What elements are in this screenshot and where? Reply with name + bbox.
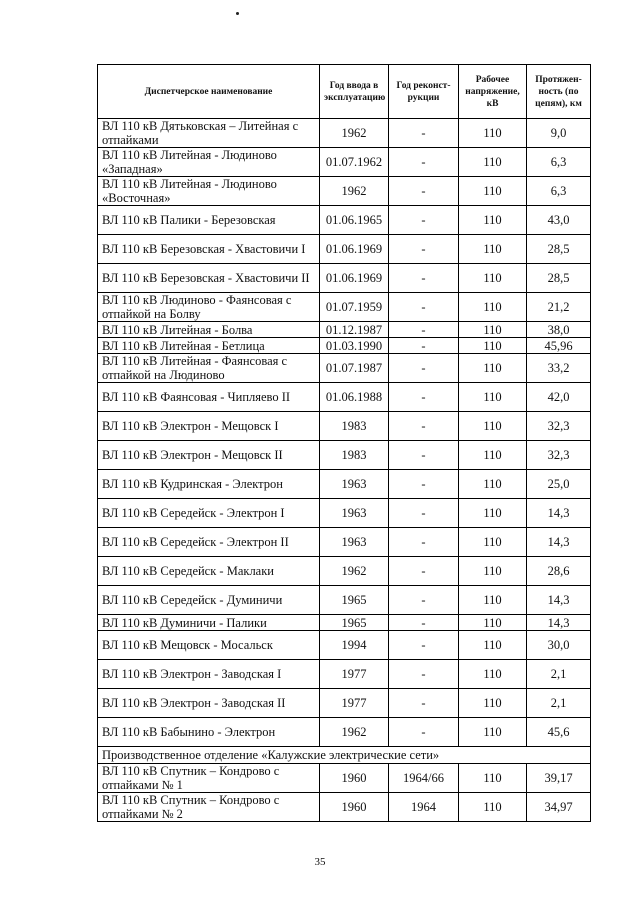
row-name: ВЛ 110 кВ Литейная - Бетлица <box>98 338 320 354</box>
row-length: 6,3 <box>527 148 591 177</box>
row-year-rec: - <box>389 557 459 586</box>
table-row <box>98 338 591 354</box>
row-year-in: 01.06.1969 <box>320 264 389 293</box>
row-year-rec: - <box>389 615 459 631</box>
table-body <box>98 119 591 747</box>
row-year-in: 1977 <box>320 689 389 718</box>
row-name: ВЛ 110 кВ Электрон - Мещовск I <box>98 412 320 441</box>
row-year-in: 1983 <box>320 412 389 441</box>
table-row <box>98 793 591 822</box>
row-year-in: 01.07.1987 <box>320 354 389 383</box>
table-row <box>98 322 591 338</box>
row-year-rec: - <box>389 660 459 689</box>
table-row <box>98 441 591 470</box>
row-year-in: 01.06.1969 <box>320 235 389 264</box>
header-year-in: Год ввода в эксплуатацию <box>320 65 389 119</box>
row-name: ВЛ 110 кВ Середейск - Электрон II <box>98 528 320 557</box>
row-length: 14,3 <box>527 528 591 557</box>
row-name: ВЛ 110 кВ Литейная - Болва <box>98 322 320 338</box>
table-body-section <box>98 764 591 822</box>
row-voltage: 110 <box>459 615 527 631</box>
row-year-rec: - <box>389 354 459 383</box>
row-year-rec: - <box>389 235 459 264</box>
row-year-in: 1960 <box>320 764 389 793</box>
power-lines-table <box>97 64 591 822</box>
row-year-rec: - <box>389 528 459 557</box>
row-voltage: 110 <box>459 631 527 660</box>
row-year-in: 01.07.1959 <box>320 293 389 322</box>
row-year-in: 01.06.1965 <box>320 206 389 235</box>
row-year-in: 1963 <box>320 499 389 528</box>
row-length: 28,6 <box>527 557 591 586</box>
row-year-in: 1983 <box>320 441 389 470</box>
row-year-rec: - <box>389 177 459 206</box>
row-length: 38,0 <box>527 322 591 338</box>
row-voltage: 110 <box>459 383 527 412</box>
row-length: 9,0 <box>527 119 591 148</box>
row-length: 33,2 <box>527 354 591 383</box>
table-row <box>98 557 591 586</box>
row-year-in: 1960 <box>320 793 389 822</box>
row-name: ВЛ 110 кВ Середейск - Думиничи <box>98 586 320 615</box>
row-voltage: 110 <box>459 528 527 557</box>
row-length: 42,0 <box>527 383 591 412</box>
row-year-rec: 1964 <box>389 793 459 822</box>
row-year-rec: - <box>389 499 459 528</box>
row-year-in: 1963 <box>320 470 389 499</box>
table-row <box>98 660 591 689</box>
table-row <box>98 177 591 206</box>
row-year-rec: - <box>389 322 459 338</box>
table-row <box>98 412 591 441</box>
row-name: ВЛ 110 кВ Дятьковская – Литейная с отпайками <box>98 119 320 148</box>
row-length: 14,3 <box>527 499 591 528</box>
header-length: Протяжен-ность (по цепям), км <box>527 65 591 119</box>
row-year-rec: - <box>389 293 459 322</box>
row-name: ВЛ 110 кВ Бабынино - Электрон <box>98 718 320 747</box>
row-voltage: 110 <box>459 338 527 354</box>
row-voltage: 110 <box>459 499 527 528</box>
row-name: ВЛ 110 кВ Палики - Березовская <box>98 206 320 235</box>
row-year-rec: - <box>389 412 459 441</box>
row-year-rec: - <box>389 441 459 470</box>
row-year-in: 1962 <box>320 557 389 586</box>
row-length: 28,5 <box>527 264 591 293</box>
table-row <box>98 470 591 499</box>
row-name: ВЛ 110 кВ Думиничи - Палики <box>98 615 320 631</box>
table-row <box>98 354 591 383</box>
row-length: 45,6 <box>527 718 591 747</box>
row-voltage: 110 <box>459 689 527 718</box>
stray-mark <box>236 12 239 15</box>
row-year-in: 1965 <box>320 615 389 631</box>
row-voltage: 110 <box>459 470 527 499</box>
table-row <box>98 499 591 528</box>
section-row <box>98 747 591 764</box>
row-year-rec: - <box>389 119 459 148</box>
table-row <box>98 631 591 660</box>
table-row <box>98 119 591 148</box>
table-row <box>98 528 591 557</box>
header-year-rec: Год реконст-рукции <box>389 65 459 119</box>
row-year-rec: - <box>389 631 459 660</box>
row-name: ВЛ 110 кВ Кудринская - Электрон <box>98 470 320 499</box>
row-voltage: 110 <box>459 177 527 206</box>
table-row <box>98 264 591 293</box>
row-year-in: 01.07.1962 <box>320 148 389 177</box>
row-voltage: 110 <box>459 412 527 441</box>
table-header-row <box>98 65 591 119</box>
row-length: 32,3 <box>527 412 591 441</box>
row-year-in: 1977 <box>320 660 389 689</box>
row-voltage: 110 <box>459 322 527 338</box>
row-name: ВЛ 110 кВ Людиново - Фаянсовая с отпайкой на Болву <box>98 293 320 322</box>
row-year-rec: - <box>389 264 459 293</box>
row-year-in: 01.06.1988 <box>320 383 389 412</box>
row-year-rec: - <box>389 338 459 354</box>
row-voltage: 110 <box>459 206 527 235</box>
row-voltage: 110 <box>459 793 527 822</box>
table-row <box>98 586 591 615</box>
row-name: ВЛ 110 кВ Электрон - Заводская II <box>98 689 320 718</box>
row-voltage: 110 <box>459 718 527 747</box>
row-length: 21,2 <box>527 293 591 322</box>
table-row <box>98 718 591 747</box>
row-voltage: 110 <box>459 148 527 177</box>
header-voltage: Рабочее напряжение, кВ <box>459 65 527 119</box>
row-name: ВЛ 110 кВ Мещовск - Мосальск <box>98 631 320 660</box>
row-voltage: 110 <box>459 264 527 293</box>
table-row <box>98 206 591 235</box>
row-voltage: 110 <box>459 354 527 383</box>
row-year-rec: - <box>389 383 459 412</box>
header-name: Диспетчерское наименование <box>98 65 320 119</box>
table-row <box>98 148 591 177</box>
row-name: ВЛ 110 кВ Березовская - Хвастовичи II <box>98 264 320 293</box>
row-voltage: 110 <box>459 660 527 689</box>
row-voltage: 110 <box>459 235 527 264</box>
table-row <box>98 383 591 412</box>
row-year-rec: 1964/66 <box>389 764 459 793</box>
row-voltage: 110 <box>459 557 527 586</box>
row-name: ВЛ 110 кВ Электрон - Заводская I <box>98 660 320 689</box>
table-row <box>98 615 591 631</box>
row-name: ВЛ 110 кВ Электрон - Мещовск II <box>98 441 320 470</box>
row-year-in: 1962 <box>320 119 389 148</box>
row-year-in: 01.03.1990 <box>320 338 389 354</box>
row-year-rec: - <box>389 689 459 718</box>
row-length: 25,0 <box>527 470 591 499</box>
table-row <box>98 293 591 322</box>
row-name: ВЛ 110 кВ Спутник – Кондрово с отпайками № 2 <box>98 793 320 822</box>
row-year-rec: - <box>389 470 459 499</box>
row-length: 2,1 <box>527 660 591 689</box>
row-year-in: 1962 <box>320 718 389 747</box>
row-year-rec: - <box>389 206 459 235</box>
row-year-in: 01.12.1987 <box>320 322 389 338</box>
row-length: 34,97 <box>527 793 591 822</box>
row-length: 39,17 <box>527 764 591 793</box>
row-name: ВЛ 110 кВ Литейная - Фаянсовая с отпайкой на Людиново <box>98 354 320 383</box>
row-length: 43,0 <box>527 206 591 235</box>
row-year-in: 1965 <box>320 586 389 615</box>
row-year-rec: - <box>389 718 459 747</box>
row-length: 14,3 <box>527 586 591 615</box>
row-length: 14,3 <box>527 615 591 631</box>
row-name: ВЛ 110 кВ Середейск - Электрон I <box>98 499 320 528</box>
row-length: 28,5 <box>527 235 591 264</box>
row-voltage: 110 <box>459 586 527 615</box>
row-length: 32,3 <box>527 441 591 470</box>
table-row <box>98 235 591 264</box>
row-year-rec: - <box>389 148 459 177</box>
row-voltage: 110 <box>459 441 527 470</box>
row-year-rec: - <box>389 586 459 615</box>
row-name: ВЛ 110 кВ Литейная - Людиново «Западная» <box>98 148 320 177</box>
row-length: 6,3 <box>527 177 591 206</box>
row-voltage: 110 <box>459 764 527 793</box>
row-name: ВЛ 110 кВ Середейск - Маклаки <box>98 557 320 586</box>
row-voltage: 110 <box>459 119 527 148</box>
row-length: 2,1 <box>527 689 591 718</box>
section-title: Производственное отделение «Калужские электрические сети» <box>98 747 591 764</box>
row-name: ВЛ 110 кВ Литейная - Людиново «Восточная» <box>98 177 320 206</box>
row-name: ВЛ 110 кВ Березовская - Хвастовичи I <box>98 235 320 264</box>
table-row <box>98 689 591 718</box>
row-year-in: 1962 <box>320 177 389 206</box>
row-name: ВЛ 110 кВ Спутник – Кондрово с отпайками № 1 <box>98 764 320 793</box>
row-length: 30,0 <box>527 631 591 660</box>
row-year-in: 1994 <box>320 631 389 660</box>
row-name: ВЛ 110 кВ Фаянсовая - Чипляево II <box>98 383 320 412</box>
table-row <box>98 764 591 793</box>
page-number: 35 <box>314 856 326 868</box>
row-length: 45,96 <box>527 338 591 354</box>
row-year-in: 1963 <box>320 528 389 557</box>
row-voltage: 110 <box>459 293 527 322</box>
